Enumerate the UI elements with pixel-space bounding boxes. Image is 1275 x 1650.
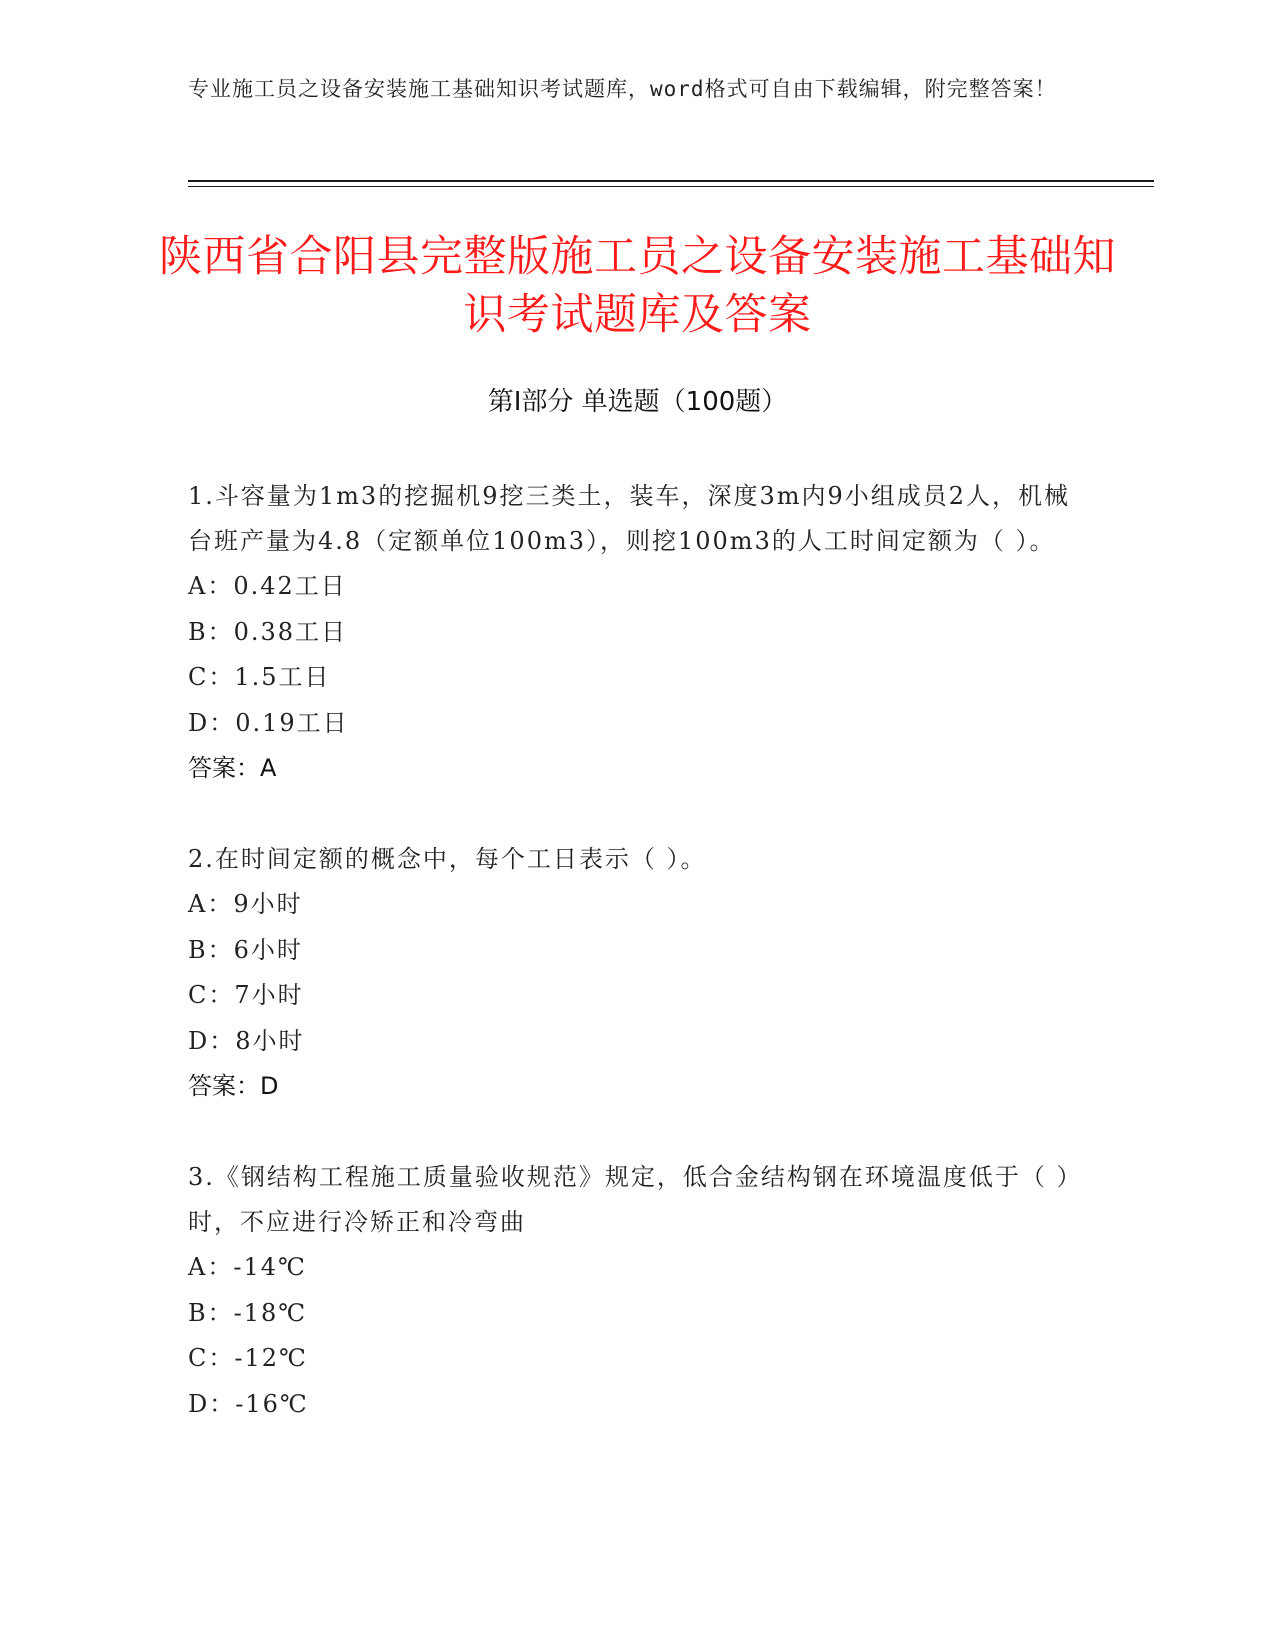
- option-b: B：0.38工日: [188, 617, 348, 646]
- section-heading: 第I部分 单选题（100题）: [487, 387, 788, 417]
- question-1: [188, 474, 1088, 791]
- option-d: D：0.19工日: [188, 708, 349, 737]
- question-2: [188, 837, 1088, 1109]
- option-a: A：-14℃: [188, 1253, 307, 1281]
- option-b: B：-18℃: [188, 1298, 308, 1327]
- answer-line: 答案：A: [188, 754, 277, 782]
- option-a: A：9小时: [188, 890, 303, 918]
- header-divider-thin: [188, 186, 1154, 187]
- document-title: 陕西省合阳县完整版施工员之设备安装施工基础知识考试题库及答案: [159, 232, 1116, 340]
- option-c: C：1.5工日: [188, 663, 331, 691]
- question-3: [188, 1155, 1088, 1427]
- header-note: 专业施工员之设备安装施工基础知识考试题库，word格式可自由下载编辑，附完整答案！: [188, 77, 1057, 101]
- question-stem: 1.斗容量为1m3的挖掘机9挖三类土，装车，深度3m内9小组成员2人，机械台班产量为4.8（定额单位100m3），则挖100m3的人工时间定额为（ ）。: [188, 482, 1071, 555]
- option-c: C：-12℃: [188, 1344, 308, 1372]
- option-b: B：6小时: [188, 935, 303, 964]
- answer-line: 答案：D: [188, 1072, 279, 1100]
- header-divider-thick: [188, 180, 1154, 182]
- option-d: D：-16℃: [188, 1389, 309, 1418]
- option-d: D：8小时: [188, 1026, 305, 1055]
- question-stem: 3.《钢结构工程施工质量验收规范》规定，低合金结构钢在环境温度低于（ ）时，不应进行冷矫正和冷弯曲: [188, 1163, 1083, 1236]
- question-stem: 2.在时间定额的概念中，每个工日表示（ ）。: [188, 845, 707, 873]
- question-list: [188, 474, 1088, 1473]
- option-c: C：7小时: [188, 981, 304, 1009]
- option-a: A：0.42工日: [188, 572, 347, 600]
